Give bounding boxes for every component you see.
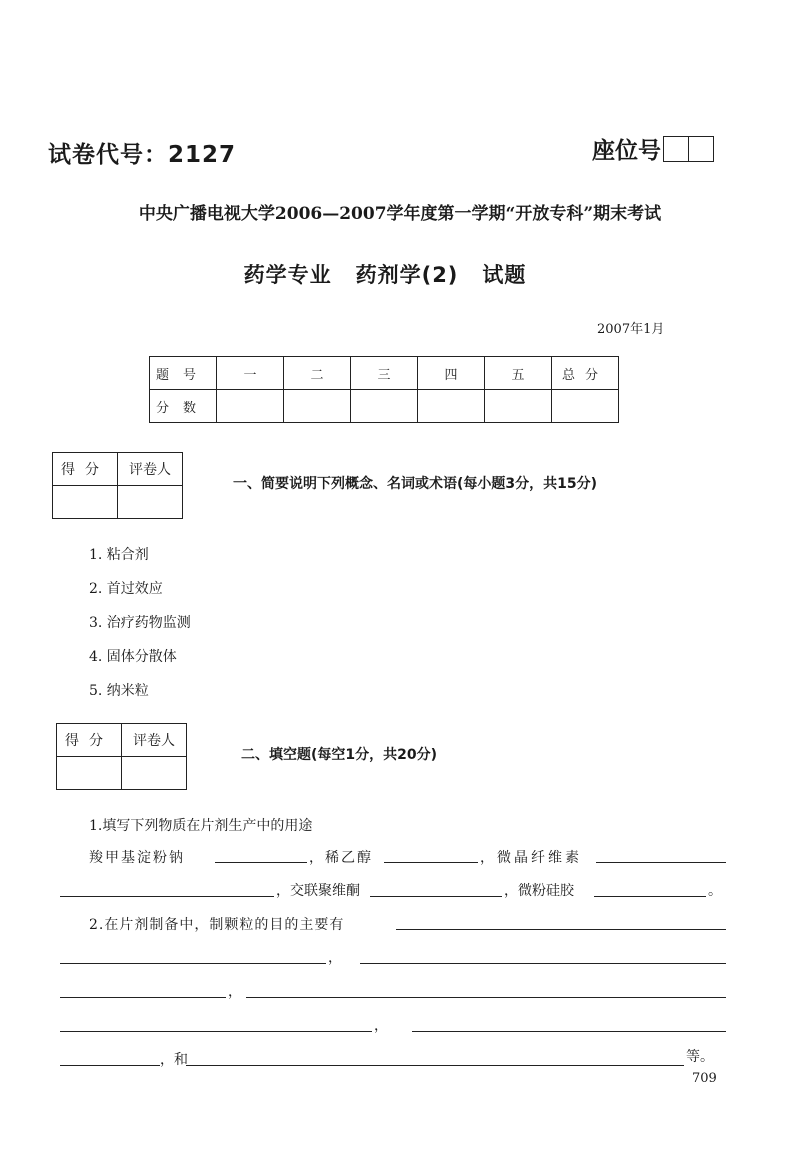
score-col-2: 二: [284, 357, 351, 390]
score-col-1: 一: [217, 357, 284, 390]
exam-code: 试卷代号：2127: [48, 142, 237, 168]
grader-score-cell[interactable]: [57, 757, 122, 790]
score-col-total: 总分: [552, 357, 619, 390]
grader-score-cell[interactable]: [53, 486, 118, 519]
score-table-value-row: [150, 390, 619, 423]
score-row-head-question: 题号: [150, 357, 217, 390]
section2-title: 二、填空题(每空1分，共20分): [241, 747, 438, 763]
question1-term-a: 羧甲基淀粉钠: [89, 850, 185, 866]
exam-title: [0, 259, 770, 289]
section1-item-3: 3. 治疗药物监测: [89, 615, 191, 631]
seat-box-2: [689, 136, 714, 162]
score-cell-2[interactable]: [284, 390, 351, 423]
question2-intro: 2.在片剂制备中，制颗粒的目的主要有: [89, 917, 345, 933]
question2-and: ，和: [160, 1052, 188, 1068]
grader-name-cell[interactable]: [122, 757, 187, 790]
score-cell-3[interactable]: [351, 390, 418, 423]
page-number: 709: [692, 1071, 717, 1086]
section1-item-1: 1. 粘合剂: [89, 547, 149, 563]
blank-q2-5[interactable]: [186, 1065, 684, 1066]
title-suffix: 试题: [482, 263, 527, 287]
score-cell-1[interactable]: [217, 390, 284, 423]
blank-q1-c-cont[interactable]: [60, 896, 274, 897]
score-cell-5[interactable]: [485, 390, 552, 423]
question1-term-e: ，微粉硅胶: [504, 883, 574, 899]
grader-name-cell[interactable]: [118, 486, 183, 519]
blank-q2-4-cont[interactable]: [60, 1065, 160, 1066]
question1-intro: 1.填写下列物质在片剂生产中的用途: [89, 818, 313, 834]
seat-box-1: [663, 136, 689, 162]
blank-q2-2-cont[interactable]: [60, 997, 226, 998]
grader-box-section2: [56, 723, 187, 790]
question2-end: 等。: [686, 1049, 714, 1065]
section1-item-4: 4. 固体分散体: [89, 649, 177, 665]
seat-number-label: 座位号: [592, 138, 661, 164]
section1-item-5: 5. 纳米粒: [89, 683, 149, 699]
question2-comma-3: ，: [374, 1018, 388, 1034]
grader-box-section1: [52, 452, 183, 519]
score-table: [149, 356, 619, 423]
exam-heading: 中央广播电视大学2006—2007学年度第一学期“开放专科”期末考试: [138, 204, 662, 224]
question1-term-d: ，交联聚维酮: [276, 883, 360, 899]
score-col-4: 四: [418, 357, 485, 390]
grader-name-label: 评卷人: [122, 724, 187, 757]
question2-comma-1: ，: [328, 950, 342, 966]
score-cell-4[interactable]: [418, 390, 485, 423]
question2-comma-2: ，: [228, 984, 242, 1000]
section1-item-2: 2. 首过效应: [89, 581, 163, 597]
blank-q1-a[interactable]: [215, 862, 307, 863]
blank-q1-e[interactable]: [594, 896, 706, 897]
blank-q2-1-cont[interactable]: [60, 963, 326, 964]
seat-number-boxes: [663, 136, 714, 162]
score-row-head-score: 分数: [150, 390, 217, 423]
question1-term-b: ，稀乙醇: [309, 850, 373, 866]
grader-name-label: 评卷人: [118, 453, 183, 486]
grader-score-label: 得分: [57, 724, 122, 757]
title-course: 药剂学(2): [355, 263, 459, 287]
blank-q1-c[interactable]: [596, 862, 726, 863]
blank-q2-2[interactable]: [360, 963, 726, 964]
section1-title: 一、简要说明下列概念、名词或术语(每小题3分，共15分): [233, 476, 598, 492]
blank-q2-4[interactable]: [412, 1031, 726, 1032]
title-major: 药学专业: [243, 263, 332, 287]
blank-q1-d[interactable]: [370, 896, 502, 897]
blank-q1-b[interactable]: [384, 862, 478, 863]
grader-score-label: 得分: [53, 453, 118, 486]
blank-q2-3[interactable]: [246, 997, 726, 998]
blank-q2-1[interactable]: [396, 929, 726, 930]
seat-number: [592, 132, 714, 165]
question1-end: 。: [708, 883, 722, 899]
score-col-3: 三: [351, 357, 418, 390]
score-table-header-row: [150, 357, 619, 390]
score-cell-total[interactable]: [552, 390, 619, 423]
exam-date: 2007年1月: [597, 322, 665, 337]
question1-term-c: ，微晶纤维素: [480, 850, 582, 866]
score-col-5: 五: [485, 357, 552, 390]
blank-q2-3-cont[interactable]: [60, 1031, 372, 1032]
